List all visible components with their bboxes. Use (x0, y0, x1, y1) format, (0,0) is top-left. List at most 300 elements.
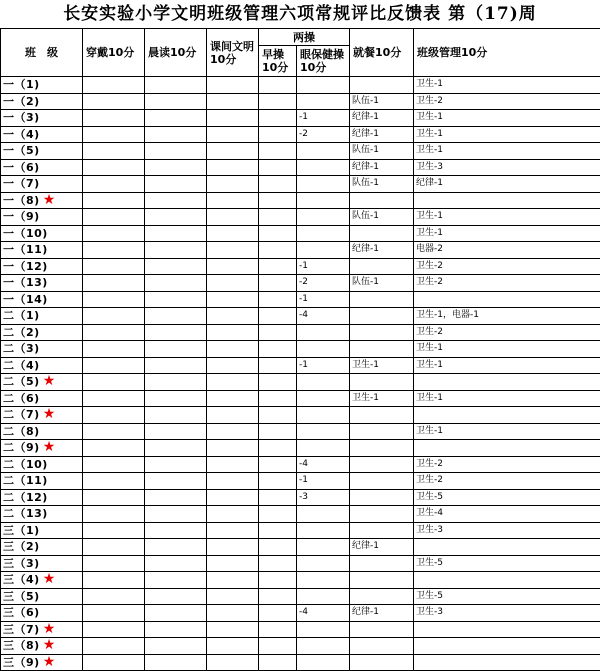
class-cell (1, 572, 83, 589)
eye-exercise-cell (297, 654, 350, 671)
class-label: 一（13) (3, 276, 48, 289)
break-cell (207, 407, 259, 424)
eye-exercise-cell (297, 176, 350, 193)
break-cell (207, 522, 259, 539)
class-cell (1, 341, 83, 358)
break-cell (207, 638, 259, 655)
meal-cell (350, 374, 414, 391)
break-cell (207, 341, 259, 358)
reading-cell (145, 539, 207, 556)
star-icon: ★ (43, 374, 56, 390)
table-row (1, 324, 600, 341)
reading-cell (145, 176, 207, 193)
meal-cell: 卫生-1 (350, 357, 414, 374)
table-row (1, 225, 600, 242)
dress-cell (83, 638, 145, 655)
class-label: 一（9) (3, 210, 40, 223)
break-cell (207, 242, 259, 259)
eye-exercise-cell (297, 143, 350, 160)
class-label: 三（8) (3, 639, 40, 652)
break-cell (207, 588, 259, 605)
break-cell (207, 605, 259, 622)
meal-cell (350, 506, 414, 523)
eye-exercise-cell (297, 440, 350, 457)
dress-cell (83, 572, 145, 589)
class-label: 二（1) (3, 309, 40, 322)
reading-cell (145, 588, 207, 605)
eye-exercise-cell: -4 (297, 308, 350, 325)
class-cell (1, 176, 83, 193)
table-row (1, 638, 600, 655)
class-cell (1, 77, 83, 94)
table-row (1, 374, 600, 391)
table-row (1, 654, 600, 671)
reading-cell (145, 473, 207, 490)
break-cell (207, 143, 259, 160)
meal-cell (350, 638, 414, 655)
meal-cell (350, 473, 414, 490)
table-row (1, 605, 600, 622)
break-cell (207, 489, 259, 506)
management-cell: 卫生-3 (414, 159, 600, 176)
management-cell (414, 621, 600, 638)
reading-cell (145, 275, 207, 292)
header-eye-exercise: 眼保健操10分 (297, 46, 350, 77)
dress-cell (83, 110, 145, 127)
table-row (1, 456, 600, 473)
reading-cell (145, 110, 207, 127)
meal-cell (350, 407, 414, 424)
dress-cell (83, 390, 145, 407)
meal-cell: 队伍-1 (350, 209, 414, 226)
class-label: 三（7) (3, 623, 40, 636)
class-cell (1, 110, 83, 127)
morning-exercise-cell (259, 572, 297, 589)
reading-cell (145, 159, 207, 176)
morning-exercise-cell (259, 456, 297, 473)
reading-cell (145, 522, 207, 539)
morning-exercise-cell (259, 93, 297, 110)
eye-exercise-cell (297, 159, 350, 176)
table-row (1, 407, 600, 424)
meal-cell: 纪律-1 (350, 126, 414, 143)
reading-cell (145, 572, 207, 589)
break-cell (207, 539, 259, 556)
morning-exercise-cell (259, 440, 297, 457)
reading-cell (145, 423, 207, 440)
header-reading: 晨读10分 (145, 29, 207, 77)
morning-exercise-cell (259, 407, 297, 424)
class-label: 一（4) (3, 128, 40, 141)
class-label: 二（9) (3, 441, 40, 454)
break-cell (207, 159, 259, 176)
class-cell (1, 192, 83, 209)
management-cell: 卫生-1 (414, 225, 600, 242)
class-cell (1, 209, 83, 226)
meal-cell (350, 324, 414, 341)
break-cell (207, 456, 259, 473)
management-cell: 卫生-1 (414, 126, 600, 143)
class-label: 一（1) (3, 78, 40, 91)
morning-exercise-cell (259, 275, 297, 292)
reading-cell (145, 374, 207, 391)
class-label: 一（14) (3, 293, 48, 306)
table-row (1, 423, 600, 440)
eye-exercise-cell (297, 192, 350, 209)
table-row (1, 390, 600, 407)
reading-cell (145, 143, 207, 160)
break-cell (207, 225, 259, 242)
class-cell (1, 225, 83, 242)
morning-exercise-cell (259, 489, 297, 506)
dress-cell (83, 374, 145, 391)
eye-exercise-cell: -2 (297, 275, 350, 292)
eye-exercise-cell (297, 506, 350, 523)
morning-exercise-cell (259, 374, 297, 391)
class-label: 三（1) (3, 524, 40, 537)
morning-exercise-cell (259, 209, 297, 226)
evaluation-table (0, 28, 600, 671)
reading-cell (145, 93, 207, 110)
meal-cell (350, 456, 414, 473)
reading-cell (145, 258, 207, 275)
eye-exercise-cell: -1 (297, 110, 350, 127)
reading-cell (145, 192, 207, 209)
morning-exercise-cell (259, 539, 297, 556)
reading-cell (145, 440, 207, 457)
class-cell (1, 407, 83, 424)
dress-cell (83, 275, 145, 292)
class-label: 二（12) (3, 491, 48, 504)
management-cell: 卫生-1 (414, 390, 600, 407)
management-cell: 卫生-1 (414, 357, 600, 374)
class-label: 一（10) (3, 227, 48, 240)
dress-cell (83, 324, 145, 341)
table-row (1, 192, 600, 209)
star-icon: ★ (43, 654, 56, 670)
morning-exercise-cell (259, 654, 297, 671)
class-cell (1, 605, 83, 622)
break-cell (207, 357, 259, 374)
eye-exercise-cell (297, 522, 350, 539)
morning-exercise-cell (259, 77, 297, 94)
break-cell (207, 126, 259, 143)
header-management: 班级管理10分 (414, 29, 600, 77)
eye-exercise-cell (297, 93, 350, 110)
eye-exercise-cell (297, 572, 350, 589)
management-cell: 卫生-4 (414, 506, 600, 523)
management-cell (414, 440, 600, 457)
eye-exercise-cell (297, 341, 350, 358)
morning-exercise-cell (259, 357, 297, 374)
meal-cell (350, 555, 414, 572)
morning-exercise-cell (259, 390, 297, 407)
meal-cell (350, 308, 414, 325)
sheet-title: 长安实验小学文明班级管理六项常规评比反馈表 第（17)周 (0, 0, 600, 28)
management-cell: 纪律-1 (414, 176, 600, 193)
class-label: 二（6) (3, 392, 40, 405)
dress-cell (83, 423, 145, 440)
class-cell (1, 159, 83, 176)
morning-exercise-cell (259, 522, 297, 539)
eye-exercise-cell: -2 (297, 126, 350, 143)
class-cell (1, 506, 83, 523)
meal-cell: 队伍-1 (350, 93, 414, 110)
morning-exercise-cell (259, 555, 297, 572)
break-cell (207, 176, 259, 193)
reading-cell (145, 341, 207, 358)
class-cell (1, 621, 83, 638)
dress-cell (83, 473, 145, 490)
eye-exercise-cell (297, 638, 350, 655)
class-cell (1, 390, 83, 407)
eye-exercise-cell (297, 423, 350, 440)
class-cell (1, 357, 83, 374)
table-row (1, 473, 600, 490)
class-cell (1, 258, 83, 275)
class-label: 三（9) (3, 656, 40, 669)
morning-exercise-cell (259, 638, 297, 655)
dress-cell (83, 308, 145, 325)
management-cell: 卫生-2 (414, 473, 600, 490)
table-row (1, 275, 600, 292)
dress-cell (83, 588, 145, 605)
break-cell (207, 423, 259, 440)
dress-cell (83, 407, 145, 424)
table-row (1, 77, 600, 94)
morning-exercise-cell (259, 225, 297, 242)
header-break: 课间文明10分 (207, 29, 259, 77)
break-cell (207, 324, 259, 341)
management-cell: 卫生-2 (414, 258, 600, 275)
management-cell: 卫生-1 (414, 423, 600, 440)
meal-cell (350, 440, 414, 457)
class-label: 三（5) (3, 590, 40, 603)
break-cell (207, 572, 259, 589)
morning-exercise-cell (259, 143, 297, 160)
break-cell (207, 473, 259, 490)
meal-cell: 纪律-1 (350, 110, 414, 127)
class-cell (1, 539, 83, 556)
dress-cell (83, 93, 145, 110)
management-cell: 卫生-1 (414, 341, 600, 358)
reading-cell (145, 489, 207, 506)
header-two-exercises: 两操 (259, 29, 350, 46)
management-cell (414, 638, 600, 655)
eye-exercise-cell (297, 324, 350, 341)
star-icon: ★ (43, 572, 56, 588)
reading-cell (145, 407, 207, 424)
management-cell: 卫生-1，电器-1 (414, 308, 600, 325)
table-body (1, 77, 600, 671)
meal-cell (350, 341, 414, 358)
star-icon: ★ (43, 440, 56, 456)
class-label: 一（6) (3, 161, 40, 174)
star-icon: ★ (43, 638, 56, 654)
table-row (1, 242, 600, 259)
class-label: 三（2) (3, 540, 40, 553)
eye-exercise-cell (297, 407, 350, 424)
table-row (1, 209, 600, 226)
eye-exercise-cell (297, 209, 350, 226)
class-cell (1, 588, 83, 605)
table-row (1, 143, 600, 160)
meal-cell: 纪律-1 (350, 242, 414, 259)
meal-cell: 纪律-1 (350, 159, 414, 176)
class-label: 一（3) (3, 111, 40, 124)
header-morning-exercise: 早操10分 (259, 46, 297, 77)
table-row (1, 291, 600, 308)
morning-exercise-cell (259, 588, 297, 605)
reading-cell (145, 225, 207, 242)
reading-cell (145, 324, 207, 341)
reading-cell (145, 638, 207, 655)
dress-cell (83, 159, 145, 176)
header-meal: 就餐10分 (350, 29, 414, 77)
class-cell (1, 291, 83, 308)
class-label: 一（8) (3, 194, 40, 207)
meal-cell (350, 225, 414, 242)
table-row (1, 440, 600, 457)
reading-cell (145, 555, 207, 572)
class-label: 一（5) (3, 144, 40, 157)
morning-exercise-cell (259, 291, 297, 308)
table-row (1, 126, 600, 143)
class-cell (1, 489, 83, 506)
eye-exercise-cell (297, 225, 350, 242)
break-cell (207, 390, 259, 407)
class-label: 三（3) (3, 557, 40, 570)
morning-exercise-cell (259, 506, 297, 523)
class-cell (1, 93, 83, 110)
reading-cell (145, 621, 207, 638)
eye-exercise-cell (297, 555, 350, 572)
eye-exercise-cell (297, 621, 350, 638)
morning-exercise-cell (259, 110, 297, 127)
class-label: 二（4) (3, 359, 40, 372)
dress-cell (83, 621, 145, 638)
break-cell (207, 275, 259, 292)
header-dress: 穿戴10分 (83, 29, 145, 77)
morning-exercise-cell (259, 126, 297, 143)
dress-cell (83, 506, 145, 523)
class-label: 一（7) (3, 177, 40, 190)
eye-exercise-cell (297, 77, 350, 94)
dress-cell (83, 654, 145, 671)
meal-cell: 队伍-1 (350, 275, 414, 292)
class-cell (1, 126, 83, 143)
star-icon: ★ (43, 407, 56, 423)
class-cell (1, 308, 83, 325)
meal-cell: 队伍-1 (350, 143, 414, 160)
meal-cell: 纪律-1 (350, 605, 414, 622)
reading-cell (145, 242, 207, 259)
dress-cell (83, 126, 145, 143)
meal-cell: 卫生-1 (350, 390, 414, 407)
header-class: 班 级 (1, 29, 83, 77)
dress-cell (83, 77, 145, 94)
management-cell (414, 407, 600, 424)
morning-exercise-cell (259, 423, 297, 440)
table-row (1, 522, 600, 539)
dress-cell (83, 143, 145, 160)
class-label: 二（7) (3, 408, 40, 421)
eye-exercise-cell (297, 539, 350, 556)
morning-exercise-cell (259, 621, 297, 638)
star-icon: ★ (43, 192, 56, 208)
eye-exercise-cell: -4 (297, 456, 350, 473)
break-cell (207, 291, 259, 308)
dress-cell (83, 605, 145, 622)
break-cell (207, 440, 259, 457)
break-cell (207, 93, 259, 110)
morning-exercise-cell (259, 192, 297, 209)
eye-exercise-cell: -3 (297, 489, 350, 506)
class-cell (1, 522, 83, 539)
meal-cell (350, 423, 414, 440)
management-cell: 卫生-2 (414, 324, 600, 341)
eye-exercise-cell (297, 390, 350, 407)
meal-cell (350, 588, 414, 605)
break-cell (207, 192, 259, 209)
management-cell: 卫生-2 (414, 93, 600, 110)
management-cell: 卫生-2 (414, 275, 600, 292)
class-cell (1, 374, 83, 391)
class-label: 一（11) (3, 243, 48, 256)
morning-exercise-cell (259, 176, 297, 193)
meal-cell (350, 291, 414, 308)
class-cell (1, 423, 83, 440)
meal-cell (350, 621, 414, 638)
class-label: 二（10) (3, 458, 48, 471)
class-cell (1, 473, 83, 490)
break-cell (207, 654, 259, 671)
reading-cell (145, 291, 207, 308)
management-cell: 卫生-1 (414, 110, 600, 127)
class-label: 三（6) (3, 606, 40, 619)
break-cell (207, 555, 259, 572)
meal-cell (350, 258, 414, 275)
dress-cell (83, 242, 145, 259)
dress-cell (83, 225, 145, 242)
morning-exercise-cell (259, 159, 297, 176)
class-cell (1, 324, 83, 341)
dress-cell (83, 440, 145, 457)
management-cell: 电器-2 (414, 242, 600, 259)
table-row (1, 110, 600, 127)
class-cell (1, 654, 83, 671)
dress-cell (83, 522, 145, 539)
dress-cell (83, 341, 145, 358)
reading-cell (145, 654, 207, 671)
management-cell: 卫生-5 (414, 489, 600, 506)
meal-cell (350, 489, 414, 506)
dress-cell (83, 456, 145, 473)
class-cell (1, 242, 83, 259)
eye-exercise-cell: -1 (297, 291, 350, 308)
dress-cell (83, 357, 145, 374)
morning-exercise-cell (259, 308, 297, 325)
reading-cell (145, 506, 207, 523)
reading-cell (145, 308, 207, 325)
morning-exercise-cell (259, 324, 297, 341)
class-cell (1, 638, 83, 655)
eye-exercise-cell: -1 (297, 357, 350, 374)
management-cell: 卫生-5 (414, 588, 600, 605)
table-row (1, 506, 600, 523)
morning-exercise-cell (259, 473, 297, 490)
management-cell: 卫生-2 (414, 456, 600, 473)
